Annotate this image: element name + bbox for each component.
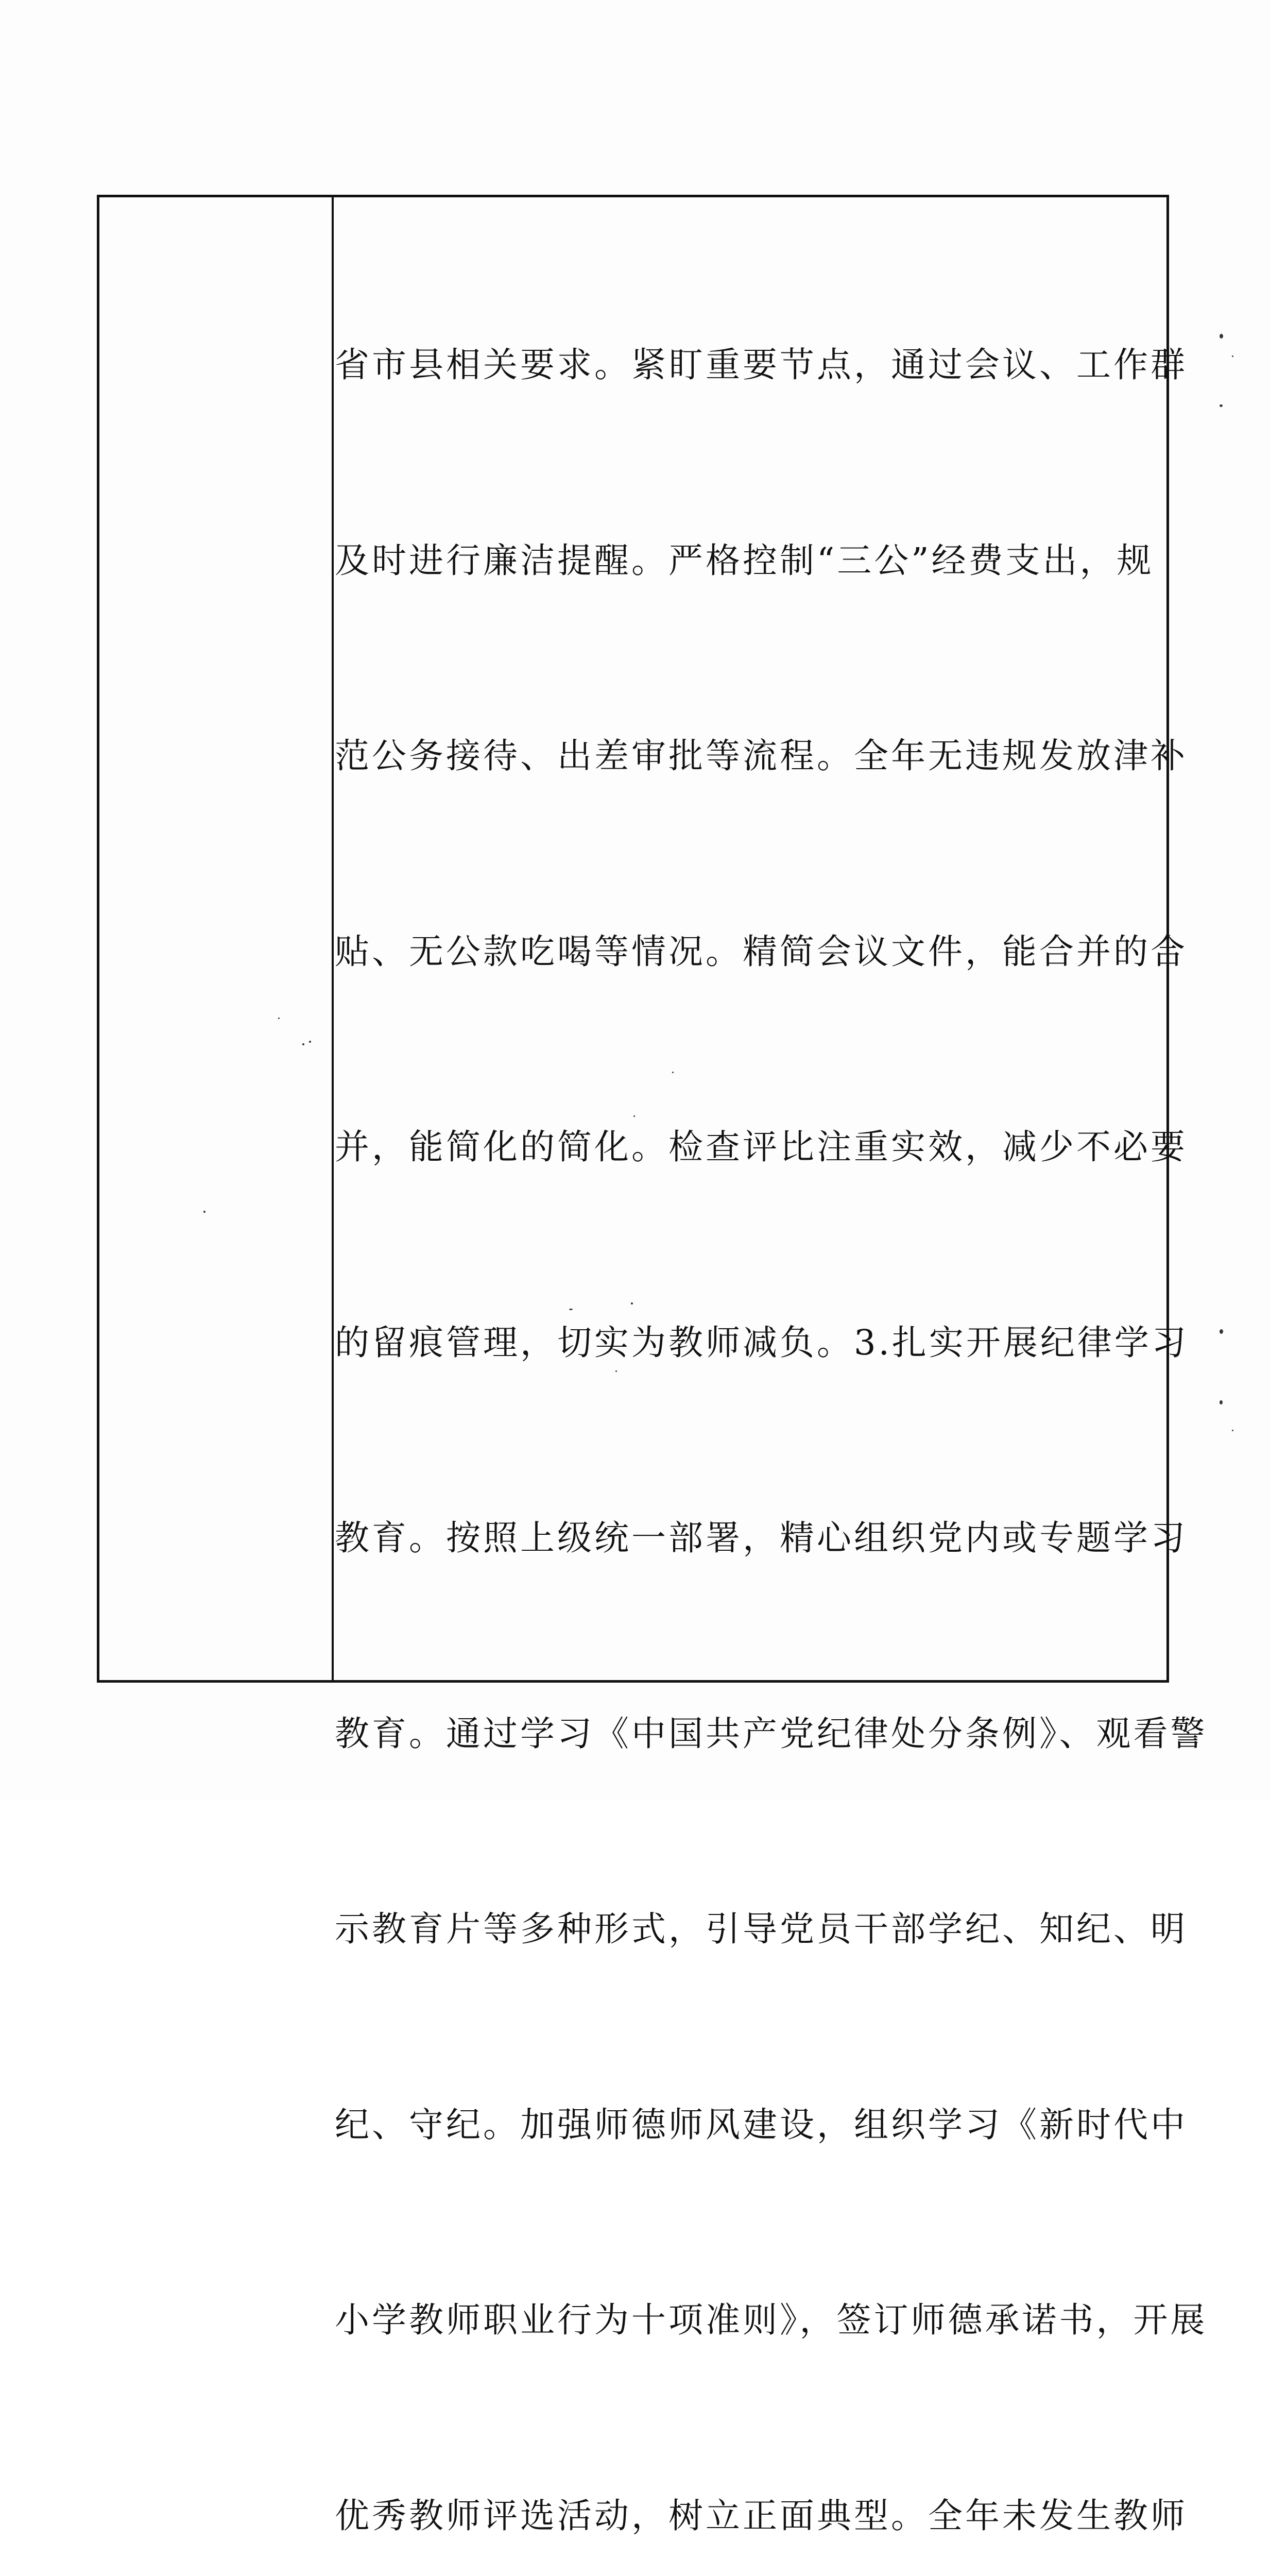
scan-speck bbox=[633, 1115, 635, 1117]
body-text-line: 教育。按照上级统一部署，精心组织党内或专题学习 bbox=[335, 1518, 1188, 1558]
body-text-line: 示教育片等多种形式，引导党员干部学纪、知纪、明 bbox=[335, 1909, 1188, 1949]
scan-speck bbox=[302, 1043, 304, 1045]
scan-speck bbox=[615, 1370, 617, 1372]
body-text-line: 纪、守纪。加强师德师风建设，组织学习《新时代中 bbox=[335, 2104, 1188, 2145]
table-content-cell bbox=[335, 202, 1208, 2576]
body-text-line: 及时进行廉洁提醒。严格控制“三公”经费支出，规 bbox=[335, 540, 1154, 581]
table-label-cell bbox=[99, 197, 334, 1680]
scan-speck bbox=[1220, 404, 1223, 407]
scan-speck bbox=[1220, 1400, 1223, 1404]
body-text-line: 范公务接待、出差审批等流程。全年无违规发放津补 bbox=[335, 736, 1188, 776]
body-text-line: 教育。通过学习《中国共产党纪律处分条例》、观看警 bbox=[335, 1713, 1208, 1754]
body-text-line: 小学教师职业行为十项准则》，签订师德承诺书，开展 bbox=[335, 2300, 1208, 2340]
scan-speck bbox=[569, 1309, 573, 1310]
scan-speck bbox=[278, 1018, 280, 1019]
scan-speck bbox=[1232, 1430, 1233, 1431]
body-text-line: 的留痕管理，切实为教师减负。3.扎实开展纪律学习 bbox=[335, 1322, 1189, 1363]
scan-speck bbox=[1232, 355, 1233, 357]
scan-speck bbox=[1220, 334, 1223, 338]
scan-speck bbox=[631, 1302, 633, 1304]
body-text-line: 省市县相关要求。紧盯重要节点，通过会议、工作群 bbox=[335, 345, 1188, 385]
scan-speck bbox=[1220, 1329, 1223, 1334]
body-text-line: 并，能简化的简化。检查评比注重实效，减少不必要 bbox=[335, 1127, 1188, 1167]
scan-speck bbox=[309, 1041, 311, 1043]
scan-speck bbox=[203, 1211, 205, 1213]
body-text-line: 贴、无公款吃喝等情况。精简会议文件，能合并的合 bbox=[335, 931, 1188, 972]
body-text-line: 优秀教师评选活动，树立正面典型。全年未发生教师 bbox=[335, 2495, 1188, 2536]
scan-speck bbox=[672, 1072, 674, 1073]
